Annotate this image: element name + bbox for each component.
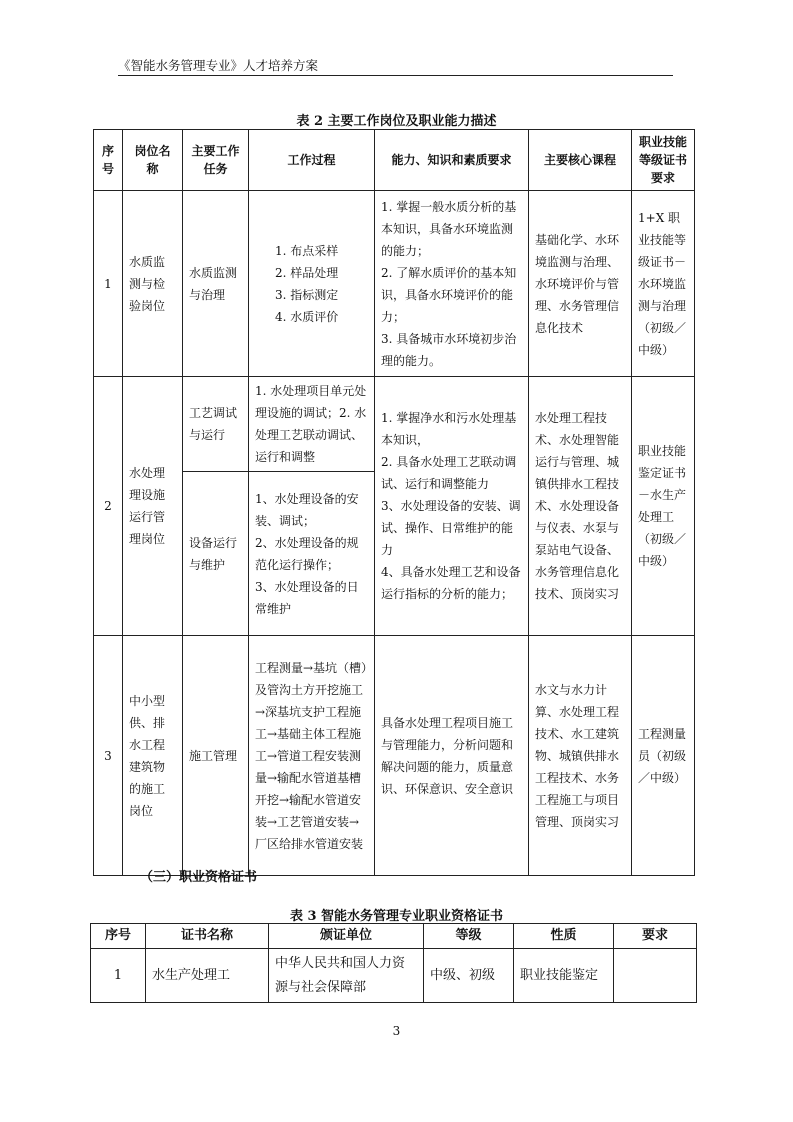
- table2-header-course: 主要核心课程: [529, 130, 632, 191]
- table3-cell-level: 中级、初级: [424, 949, 514, 1003]
- table2: [93, 129, 695, 876]
- table2-header-row: [94, 130, 695, 191]
- table3-header-row: [91, 924, 697, 949]
- row3-process: 工程测量→基坑（槽）及管沟土方开挖施工→深基坑支护工程施工→基础主体工程施工→管道工程安装测量→输配水管道基槽开挖→输配水管道安装→工艺管道安装→厂区给排水管道安装: [249, 636, 375, 876]
- table3-cell-requirement: [614, 949, 697, 1003]
- row3-cert: 工程测量员（初级／中级）: [632, 636, 695, 876]
- row3-ability: 具备水处理工程项目施工与管理能力，分析问题和解决问题的能力，质量意识、环保意识、安全意识: [375, 636, 529, 876]
- row2-cert: 职业技能鉴定证书－水生产处理工（初级／中级）: [632, 377, 695, 636]
- page-number: 3: [392, 1024, 401, 1038]
- table3-header-cert-name: 证书名称: [146, 924, 269, 949]
- row1-task: 水质监测与治理: [183, 191, 249, 377]
- table3-cell-issuer: 中华人民共和国人力资源与社会保障部: [269, 949, 424, 1003]
- table-row: [94, 191, 695, 377]
- table3-cell-cert-name: 水生产处理工: [146, 949, 269, 1003]
- row3-post: 中小型供、排水工程建筑物的施工岗位: [123, 636, 183, 876]
- table2-header-post: 岗位名称: [123, 130, 183, 191]
- row2-process-a: 1. 水处理项目单元处理设施的调试；2. 水处理工艺联动调试、运行和调整: [249, 377, 375, 472]
- row3-seq: 3: [94, 636, 123, 876]
- table3-header-level: 等级: [424, 924, 514, 949]
- row1-cert: 1+X 职业技能等级证书－水环境监测与治理（初级／中级）: [632, 191, 695, 377]
- table3-header-issuer: 颁证单位: [269, 924, 424, 949]
- row3-task: 施工管理: [183, 636, 249, 876]
- row1-ability: 1. 掌握一般水质分析的基本知识，具备水环境监测的能力； 2. 了解水质评价的基本知识，具备水环境评价的能力； 3. 具备城市水环境初步治理的能力。: [375, 191, 529, 377]
- row1-seq: 1: [94, 191, 123, 377]
- table3-caption: 表 3 智能水务管理专业职业资格证书: [289, 909, 504, 924]
- table3-header-seq: 序号: [91, 924, 146, 949]
- table3-cell-nature: 职业技能鉴定: [514, 949, 614, 1003]
- table3-header-requirement: 要求: [614, 924, 697, 949]
- table2-caption: 表 2 主要工作岗位及职业能力描述: [296, 114, 497, 129]
- row1-post: 水质监测与检验岗位: [123, 191, 183, 377]
- table2-header-ability: 能力、知识和素质要求: [375, 130, 529, 191]
- row1-course: 基础化学、水环境监测与治理、水环境评价与管理、水务管理信息化技术: [529, 191, 632, 377]
- table2-header-process: 工作过程: [249, 130, 375, 191]
- row2-task-a: 工艺调试与运行: [183, 377, 249, 472]
- row1-process: 1. 布点采样 2. 样品处理 3. 指标测定 4. 水质评价: [249, 191, 375, 377]
- table2-header-task: 主要工作任务: [183, 130, 249, 191]
- table3-cell-seq: 1: [91, 949, 146, 1003]
- table3-header-nature: 性质: [514, 924, 614, 949]
- row3-course: 水文与水力计算、水处理工程技术、水工建筑物、城镇供排水工程技术、水务工程施工与项目管理、顶岗实习: [529, 636, 632, 876]
- table-row: [94, 377, 695, 472]
- table2-header-seq: 序号: [94, 130, 123, 191]
- table-row: [91, 949, 697, 1003]
- section3-title: （三）职业资格证书: [140, 870, 258, 885]
- row2-course: 水处理工程技术、水处理智能运行与管理、城镇供排水工程技术、水处理设备与仪表、水泵与泵站电气设备、水务管理信息化技术、顶岗实习: [529, 377, 632, 636]
- row2-task-b: 设备运行与维护: [183, 472, 249, 636]
- table2-header-cert: 职业技能等级证书要求: [632, 130, 695, 191]
- header-rule: [118, 75, 673, 76]
- row2-post: 水处理理设施运行管理岗位: [123, 377, 183, 636]
- row2-ability: 1. 掌握净水和污水处理基本知识， 2. 具备水处理工艺联动调试、运行和调整能力 3、水处理设备的安装、调试、操作、日常维护的能力 4、具备水处理工艺和设备运行指标的分析的能力；: [375, 377, 529, 636]
- table3: [90, 923, 697, 1003]
- row2-process-b: 1、水处理设备的安装、调试； 2、水处理设备的规范化运行操作； 3、水处理设备的日常维护: [249, 472, 375, 636]
- row2-seq: 2: [94, 377, 123, 636]
- page-header: 《智能水务管理专业》人才培养方案: [118, 58, 319, 73]
- table-row: [94, 636, 695, 876]
